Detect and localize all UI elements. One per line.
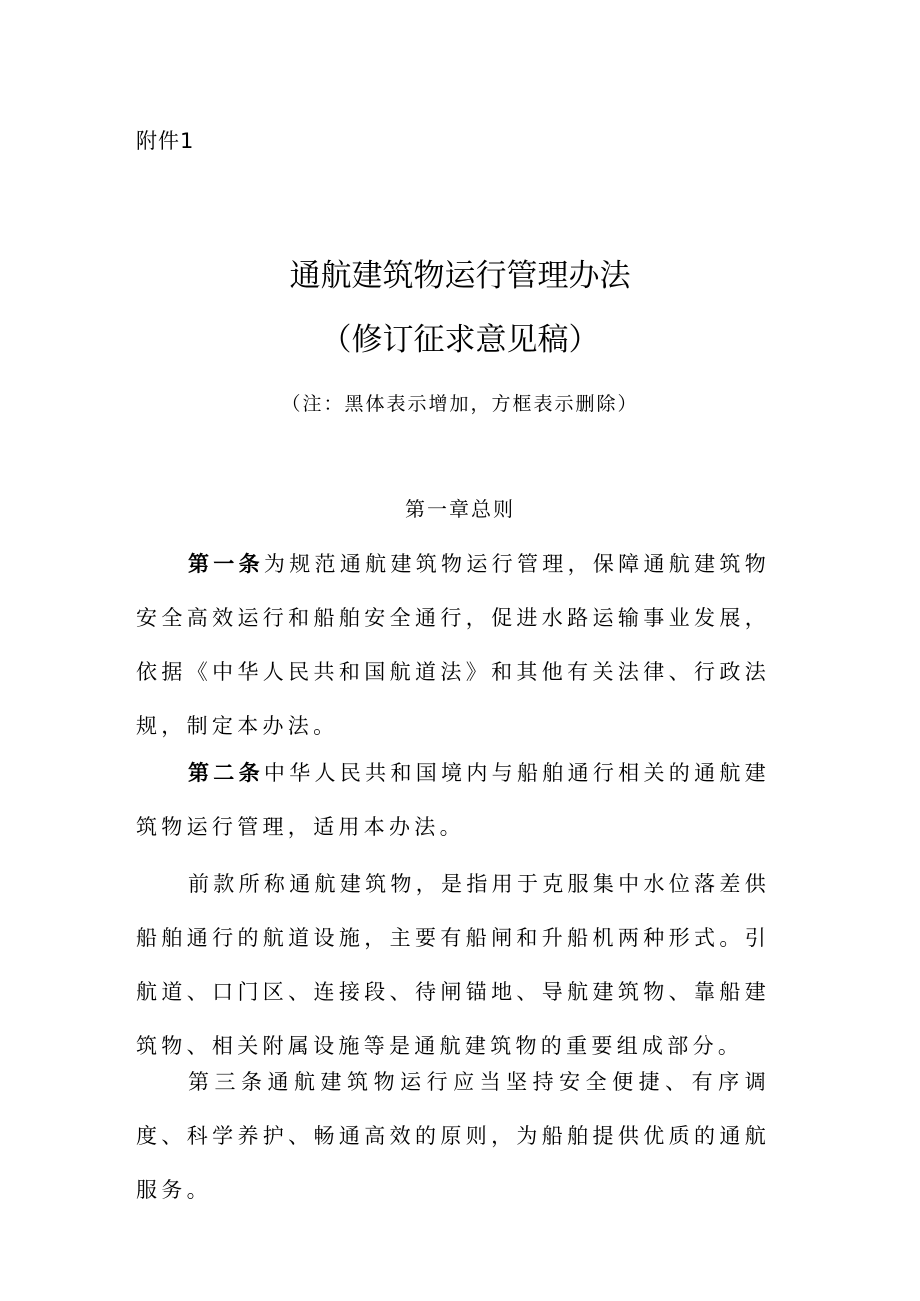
article-2-body: 中华人民共和国境内与船舶通行相关的通航建筑物运行管理，适用本办法。 — [136, 761, 771, 839]
attachment-label: 附件1 — [136, 129, 195, 153]
article-1-body: 为规范通航建筑物运行管理，保障通航建筑物安全高效运行和船舶安全通行，促进水路运输事业发展，依据《中华人民共和国航道法》和其他有关法律、行政法规，制定本办法。 — [136, 552, 771, 738]
article-3-body: 第三条通航建筑物运行应当坚持安全便捷、有序调度、科学养护、畅通高效的原则，为船舶提供优质的通航服务。 — [136, 1070, 770, 1202]
article-1-paragraph — [136, 537, 770, 753]
document-subtitle: （修订征求意见稿） — [320, 322, 600, 358]
document-title: 通航建筑物运行管理办法 — [289, 258, 631, 294]
article-3-paragraph — [136, 1055, 770, 1217]
article-2-lead: 第二条 — [188, 761, 264, 785]
chapter-heading: 第一章总则 — [405, 497, 515, 521]
article-2-paragraph — [136, 746, 770, 854]
article-1-lead: 第一条 — [188, 552, 264, 576]
article-2-definition-body: 前款所称通航建筑物，是指用于克服集中水位落差供船舶通行的航道设施，主要有船闸和升船机两种形式。引航道、口门区、连接段、待闸锚地、导航建筑物、靠船建筑物、相关附属设施等是通航建筑物的重要组成部分。 — [136, 872, 770, 1058]
article-2-definition-paragraph — [136, 857, 770, 1073]
revision-note: （注：黑体表示增加，方框表示删除） — [281, 393, 639, 415]
